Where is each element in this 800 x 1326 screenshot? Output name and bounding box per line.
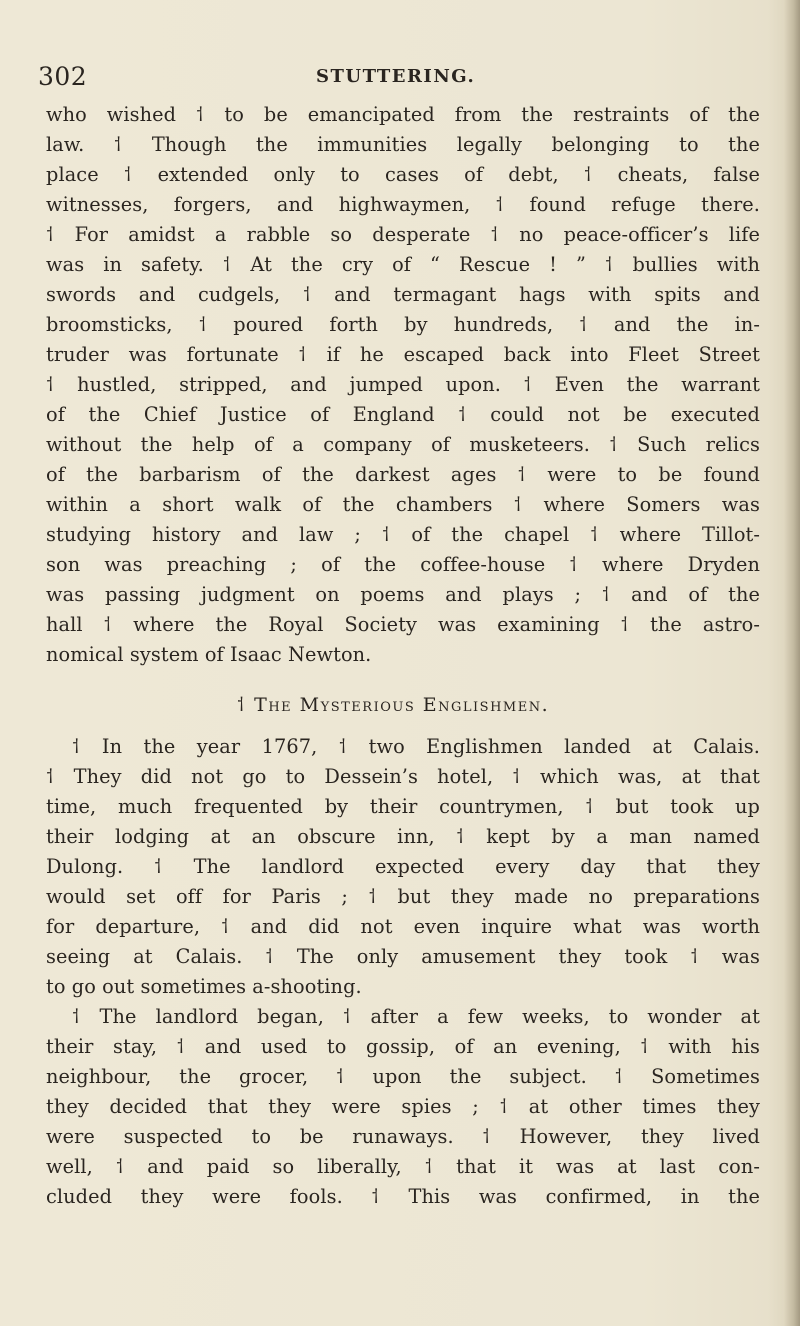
text-line: ⸶ They did not go to Dessein’s hotel, ⸶ which was, at that	[46, 765, 760, 788]
text-line: place ⸶ extended only to cases of debt, ⸶ cheats, false	[46, 163, 760, 186]
text-line: of the Chief Justice of England ⸶ could not be executed	[46, 403, 760, 426]
text-line: seeing at Calais. ⸶ The only amusement they took ⸶ was	[46, 945, 760, 968]
text-line: son was preaching ; of the coffee-house ⸶ where Dryden	[46, 553, 760, 576]
text-line: swords and cudgels, ⸶ and termagant hags with spits and	[46, 283, 760, 306]
text-line: they decided that they were spies ; ⸶ at other times they	[46, 1095, 760, 1118]
text-line: law. ⸶ Though the immunities legally belonging to the	[46, 133, 760, 156]
text-line: ⸶ For amidst a rabble so desperate ⸶ no peace-officer’s life	[46, 223, 760, 246]
text-line: studying history and law ; ⸶ of the chapel ⸶ where Tillot-	[46, 523, 760, 546]
text-line: neighbour, the grocer, ⸶ upon the subject. ⸶ Sometimes	[46, 1065, 760, 1088]
text-line: ⸶ In the year 1767, ⸶ two Englishmen landed at Calais.	[72, 735, 760, 758]
text-line: were suspected to be runaways. ⸶ However, they lived	[46, 1125, 760, 1148]
text-line: cluded they were fools. ⸶ This was confirmed, in the	[46, 1185, 760, 1208]
text-line: their stay, ⸶ and used to gossip, of an evening, ⸶ with his	[46, 1035, 760, 1058]
text-line: witnesses, forgers, and highwaymen, ⸶ found refuge there.	[46, 193, 760, 216]
text-line: was in safety. ⸶ At the cry of “ Rescue ! ” ⸶ bullies with	[46, 253, 760, 276]
text-line: would set off for Paris ; ⸶ but they made no preparations	[46, 885, 760, 908]
section-heading: ⸶ The Mysterious Englishmen.	[236, 694, 550, 716]
running-head: STUTTERING.	[316, 66, 476, 87]
text-line: well, ⸶ and paid so liberally, ⸶ that it was at last con-	[46, 1155, 760, 1178]
text-line: without the help of a company of musketeers. ⸶ Such relics	[46, 433, 760, 456]
page-number: 302	[38, 62, 88, 91]
text-line: truder was fortunate ⸶ if he escaped back into Fleet Street	[46, 343, 760, 366]
text-line: nomical system of Isaac Newton.	[46, 643, 372, 666]
text-line: hall ⸶ where the Royal Society was examining ⸶ the astro-	[46, 613, 760, 636]
text-line: ⸶ The landlord began, ⸶ after a few weeks, to wonder at	[72, 1005, 760, 1028]
paragraph-englishmen	[46, 732, 760, 1002]
paragraph-sanctuary	[46, 100, 760, 670]
text-line: Dulong. ⸶ The landlord expected every day that they	[46, 855, 760, 878]
text-line: was passing judgment on poems and plays ; ⸶ and of the	[46, 583, 760, 606]
page-edge-shadow	[784, 0, 800, 1326]
paragraph-landlord	[46, 1002, 760, 1212]
text-line: for departure, ⸶ and did not even inquire what was worth	[46, 915, 760, 938]
body-text	[46, 100, 760, 1212]
text-line: to go out sometimes a-shooting.	[46, 975, 362, 998]
page-header	[0, 62, 800, 94]
text-line: broomsticks, ⸶ poured forth by hundreds, ⸶ and the in-	[46, 313, 760, 336]
text-line: within a short walk of the chambers ⸶ where Somers was	[46, 493, 760, 516]
text-line: of the barbarism of the darkest ages ⸶ were to be found	[46, 463, 760, 486]
text-line: who wished ⸶ to be emancipated from the restraints of the	[46, 103, 760, 126]
text-line: their lodging at an obscure inn, ⸶ kept by a man named	[46, 825, 760, 848]
text-line: time, much frequented by their countrymen, ⸶ but took up	[46, 795, 760, 818]
text-line: ⸶ hustled, stripped, and jumped upon. ⸶ Even the warrant	[46, 373, 760, 396]
